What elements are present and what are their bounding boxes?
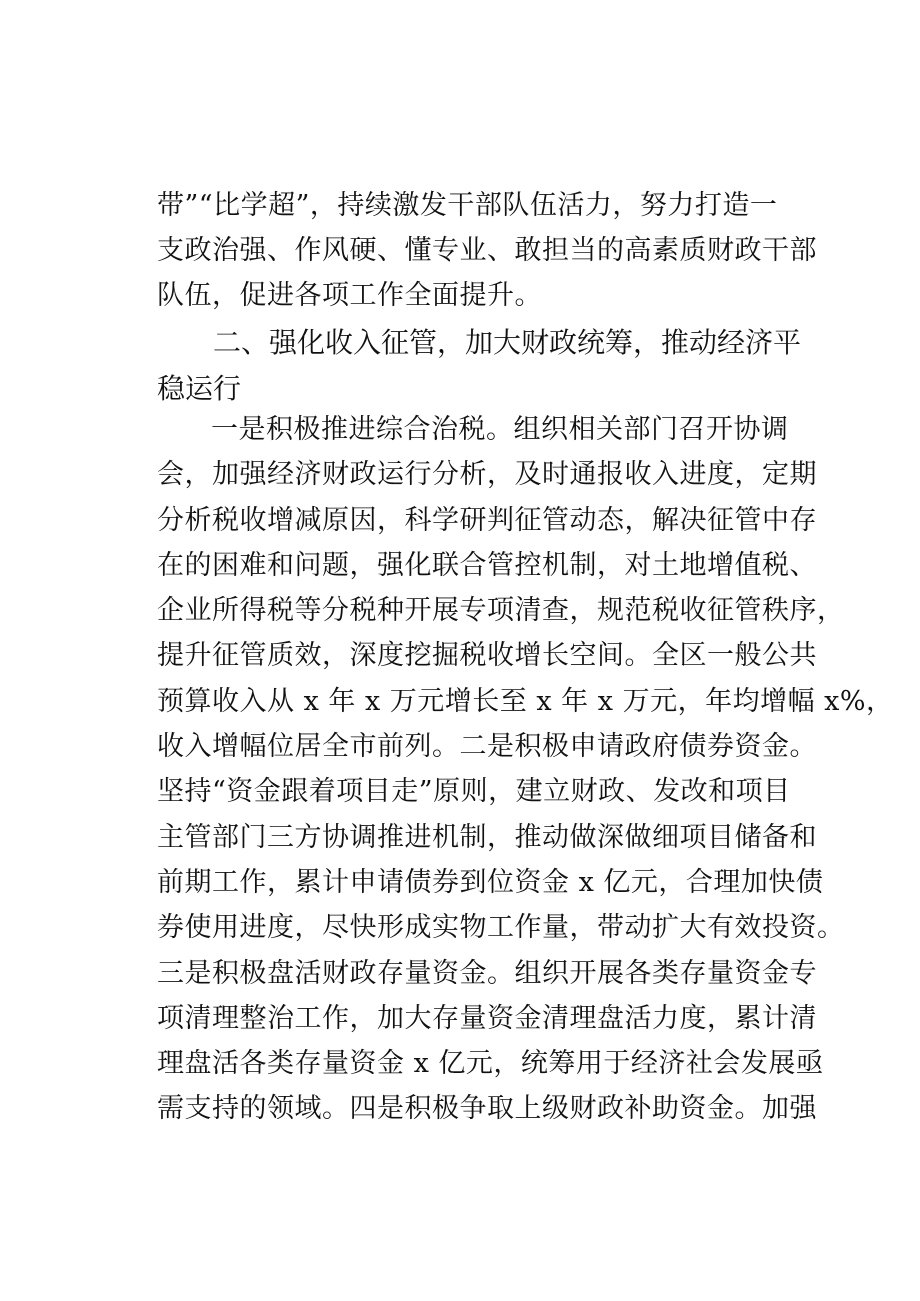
paragraph-body	[157, 407, 894, 1132]
text-line: 分析税收增减原因，科学研判征管动态，解决征管中存	[157, 504, 817, 536]
text-line: 支政治强、作风硬、懂专业、敢担当的高素质财政干部	[157, 235, 817, 266]
text-line: 收入增幅位居全市前列。二是积极申请政府债券资金。	[157, 731, 817, 763]
heading-line: 稳运行	[157, 372, 242, 405]
text-line: 预算收入从 x 年 x 万元增长至 x 年 x 万元，年均增幅 x%，	[157, 685, 894, 717]
text-line: 项清理整治工作，加大存量资金清理盘活力度，累计清	[157, 1002, 817, 1034]
text-line: 坚持“资金跟着项目走”原则，建立财政、发改和项目	[157, 776, 791, 808]
text-line: 在的困难和问题，强化联合管控机制，对土地增值税、	[157, 549, 817, 581]
text-line: 会，加强经济财政运行分析，及时通报收入进度，定期	[157, 459, 817, 491]
text-line: 企业所得税等分税种开展专项清查，规范税收征管秩序，	[157, 595, 845, 627]
text-line: 主管部门三方协调推进机制，推动做深做细项目储备和	[157, 821, 817, 853]
text-line: 券使用进度，尽快形成实物工作量，带动扩大有效投资。	[157, 912, 845, 944]
text-line: 前期工作，累计申请债券到位资金 x 亿元，合理加快债	[157, 866, 824, 898]
text-line: 队伍，促进各项工作全面提升。	[157, 280, 542, 311]
paragraph-continuation	[157, 183, 817, 318]
text-line: 一是积极推进综合治税。组织相关部门召开协调	[211, 414, 789, 445]
section-heading	[157, 320, 802, 412]
text-line: 三是积极盘活财政存量资金。组织开展各类存量资金专	[157, 957, 817, 989]
heading-line: 二、强化收入征管，加大财政统筹，推动经济平	[213, 326, 802, 359]
text-line: 提升征管质效，深度挖掘税收增长空间。全区一般公共	[157, 640, 817, 672]
text-line: 带”“比学超”，持续激发干部队伍活力，努力打造一	[157, 190, 778, 221]
text-line: 需支持的领域。四是积极争取上级财政补助资金。加强	[157, 1093, 817, 1125]
text-line: 理盘活各类存量资金 x 亿元，统筹用于经济社会发展亟	[157, 1048, 824, 1080]
